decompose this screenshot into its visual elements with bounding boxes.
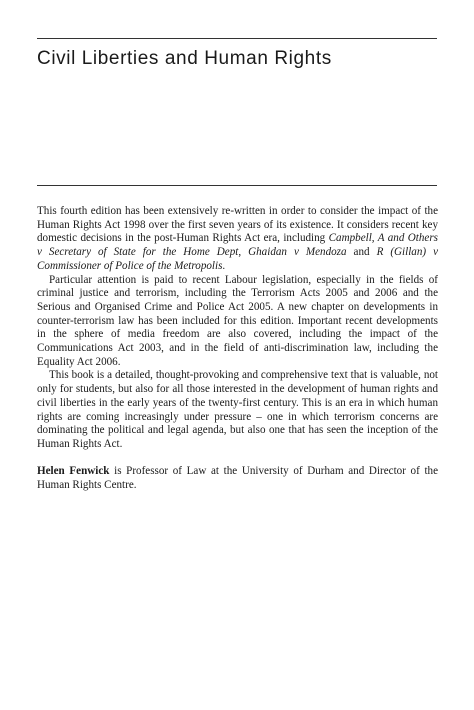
title-bottom-rule (37, 185, 437, 186)
separator-text: and (346, 246, 377, 259)
separator-text: . (222, 259, 226, 272)
case-citation: Ghaidan v Mendoza (248, 246, 347, 259)
top-rule (37, 38, 437, 39)
separator-text: , (238, 246, 249, 259)
paragraph-intro (37, 205, 438, 274)
paragraph-book-summary: This book is a detailed, thought-provoking and comprehensive text that is valuable, not only for students, but also for all those interested in the development of human rights and civil liberties in the early years of the twenty-first century. This is an era in which human rights are coming increasingly under pressure – one in which terrorism concerns are dominating the political and legal agenda, but also one that has seen the inception of the Human Rights Act. (37, 369, 438, 450)
author-bio (37, 465, 438, 492)
case-citation: R (Gillan) v Commissioner of Police of the Metropolis (37, 246, 438, 272)
case-citation: Campbell, A and Others v Secretary of State for the Home Dept (37, 232, 438, 259)
paragraph-legislation: Particular attention is paid to recent Labour legislation, especially in the fields of criminal justice and terrorism, including the Terrorism Acts 2005 and 2006 and the Serious and Organised Crime and Police Act 2005. A new chapter on developments in counter-terrorism law has been included for this edition. Important recent developments in the sphere of media freedom are also covered, including the impact of the Communications Act 2003, and in the field of anti-discrimination law, including the Equality Act 2006. (37, 273, 438, 368)
blurb-body (37, 205, 438, 493)
author-bio-text: is Professor of Law at the University of Durham and Director of the Human Rights Centre. (37, 465, 439, 492)
author-name: Helen Fenwick (37, 465, 110, 478)
paragraph-intro-text: This fourth edition has been extensively re-written in order to consider the impact of the Human Rights Act 1998 over the first seven years of its existence. It considers recent key domestic decisions in the post-Human Rights Act era, including (37, 205, 438, 245)
page-title: Civil Liberties and Human Rights (37, 48, 332, 69)
